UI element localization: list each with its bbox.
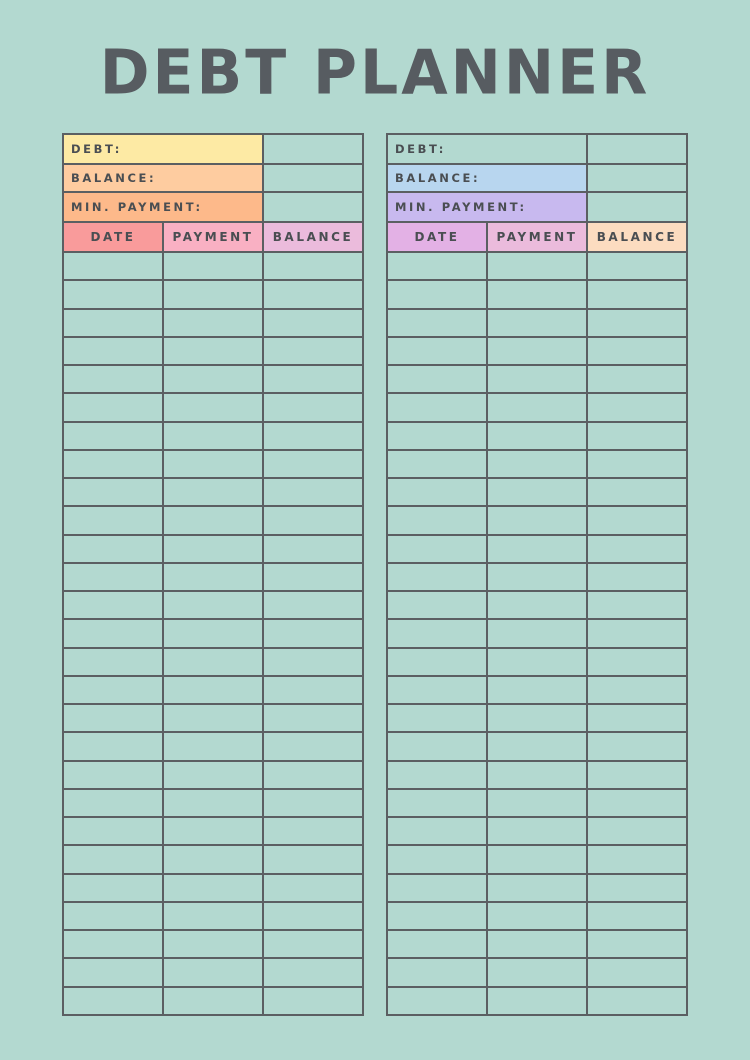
table-row [386,336,686,366]
payment-cell[interactable] [486,590,588,620]
date-cell[interactable] [386,873,488,903]
min-payment-value-field[interactable] [586,191,688,223]
table-row [62,647,362,677]
payment-cell[interactable] [162,562,264,592]
payment-cell[interactable] [162,703,264,733]
payment-cell[interactable] [486,986,588,1016]
debt-planner-left [62,133,362,1012]
payment-cell[interactable] [486,760,588,790]
date-cell[interactable] [386,392,488,423]
balance-value-field[interactable] [586,163,688,193]
table-row [62,364,362,394]
payment-cell[interactable] [486,816,588,846]
balance-cell[interactable] [262,421,364,451]
table-row [386,477,686,507]
debt-planner-right [386,133,686,1012]
date-cell[interactable] [386,986,488,1016]
date-cell[interactable] [62,760,164,790]
date-cell[interactable] [62,703,164,733]
payment-cell[interactable] [162,760,264,790]
payment-cell[interactable] [486,618,588,649]
date-cell[interactable] [62,477,164,507]
payment-cell[interactable] [162,421,264,451]
table-row [386,505,686,535]
table-row [62,590,362,620]
date-cell[interactable] [386,308,488,338]
balance-cell[interactable] [262,647,364,677]
date-cell[interactable] [62,251,164,281]
table-row [386,844,686,874]
table-row [386,308,686,338]
column-header-balance: BALANCE [586,221,688,253]
table-row [62,534,362,564]
date-cell[interactable] [62,844,164,875]
balance-cell[interactable] [262,788,364,818]
balance-cell[interactable] [586,279,688,310]
date-cell[interactable] [386,957,488,988]
date-cell[interactable] [62,392,164,423]
balance-cell[interactable] [586,618,688,649]
date-cell[interactable] [62,279,164,310]
balance-cell[interactable] [262,477,364,507]
payment-cell[interactable] [162,336,264,366]
table-row [62,308,362,338]
date-cell[interactable] [386,477,488,507]
payment-cell[interactable] [486,873,588,903]
balance-cell[interactable] [586,505,688,536]
balance-cell[interactable] [262,279,364,310]
payment-cell[interactable] [486,279,588,310]
table-row [62,844,362,874]
date-cell[interactable] [62,873,164,903]
date-cell[interactable] [62,618,164,649]
date-cell[interactable] [386,675,488,705]
payment-cell[interactable] [486,788,588,818]
balance-label: BALANCE: [62,163,264,193]
date-cell[interactable] [62,675,164,705]
balance-cell[interactable] [586,534,688,564]
date-cell[interactable] [62,788,164,818]
payment-cell[interactable] [486,477,588,507]
table-row [386,251,686,281]
payment-cell[interactable] [486,505,588,536]
payment-cell[interactable] [486,534,588,564]
balance-cell[interactable] [586,647,688,677]
table-row [386,873,686,903]
table-row [386,647,686,677]
payment-cell[interactable] [162,957,264,988]
balance-cell[interactable] [262,618,364,649]
date-cell[interactable] [62,986,164,1016]
balance-cell[interactable] [262,336,364,366]
column-header-payment: PAYMENT [162,221,264,253]
balance-cell[interactable] [262,505,364,536]
table-row [62,675,362,705]
date-cell[interactable] [386,647,488,677]
table-row [62,336,362,366]
date-cell[interactable] [62,308,164,338]
column-header-balance: BALANCE [262,221,364,253]
date-cell[interactable] [62,957,164,988]
balance-cell[interactable] [586,364,688,394]
table-row [386,901,686,931]
table-row [386,703,686,733]
date-cell[interactable] [386,279,488,310]
balance-cell[interactable] [262,844,364,875]
table-row [62,703,362,733]
payment-cell[interactable] [162,364,264,394]
payment-cell[interactable] [162,590,264,620]
date-cell[interactable] [386,788,488,818]
table-row [62,618,362,648]
balance-cell[interactable] [262,364,364,394]
date-cell[interactable] [386,421,488,451]
payment-cell[interactable] [162,251,264,281]
balance-cell[interactable] [586,421,688,451]
balance-cell[interactable] [586,590,688,620]
date-cell[interactable] [386,703,488,733]
balance-cell[interactable] [586,392,688,423]
date-cell[interactable] [386,844,488,875]
table-row [62,986,362,1016]
balance-cell[interactable] [262,986,364,1016]
balance-cell[interactable] [586,957,688,988]
table-row [62,449,362,479]
payment-cell[interactable] [162,731,264,762]
payment-cell[interactable] [162,647,264,677]
date-cell[interactable] [386,760,488,790]
table-row [386,534,686,564]
table-row [386,562,686,592]
payment-cell[interactable] [162,901,264,931]
payment-cell[interactable] [486,392,588,423]
date-cell[interactable] [386,816,488,846]
table-row [62,788,362,818]
balance-cell[interactable] [586,251,688,281]
table-row [386,364,686,394]
payment-cell[interactable] [486,703,588,733]
balance-cell[interactable] [586,449,688,479]
payment-cell[interactable] [486,336,588,366]
debt-value-field[interactable] [586,133,688,165]
table-row [386,279,686,309]
balance-cell[interactable] [262,873,364,903]
date-cell[interactable] [62,562,164,592]
table-row [62,421,362,451]
payment-cell[interactable] [162,986,264,1016]
table-row [386,590,686,620]
table-row [62,477,362,507]
payment-cell[interactable] [162,477,264,507]
payment-cell[interactable] [162,844,264,875]
payment-cell[interactable] [486,647,588,677]
balance-cell[interactable] [262,590,364,620]
page-title: DEBT PLANNER [99,37,651,109]
column-header-payment: PAYMENT [486,221,588,253]
column-header-date: DATE [386,221,488,253]
table-row [386,986,686,1016]
payment-cell[interactable] [162,505,264,536]
table-row [386,618,686,648]
min-payment-value-field[interactable] [262,191,364,223]
table-row [62,901,362,931]
date-cell[interactable] [62,731,164,762]
balance-cell[interactable] [262,760,364,790]
balance-cell[interactable] [262,251,364,281]
balance-cell[interactable] [262,534,364,564]
balance-cell[interactable] [586,731,688,762]
table-row [386,392,686,422]
balance-cell[interactable] [262,929,364,959]
debt-label: DEBT: [386,133,588,165]
balance-cell[interactable] [586,308,688,338]
table-row [386,816,686,846]
balance-cell[interactable] [262,703,364,733]
balance-cell[interactable] [262,816,364,846]
date-cell[interactable] [386,618,488,649]
date-cell[interactable] [62,816,164,846]
date-cell[interactable] [62,449,164,479]
table-row [62,760,362,790]
date-cell[interactable] [386,901,488,931]
date-cell[interactable] [386,562,488,592]
debt-label: DEBT: [62,133,264,165]
table-row [62,929,362,959]
date-cell[interactable] [386,590,488,620]
balance-cell[interactable] [586,929,688,959]
date-cell[interactable] [386,534,488,564]
payment-cell[interactable] [486,421,588,451]
date-cell[interactable] [62,505,164,536]
payment-cell[interactable] [162,788,264,818]
balance-cell[interactable] [586,844,688,875]
balance-cell[interactable] [262,957,364,988]
balance-label: BALANCE: [386,163,588,193]
payment-cell[interactable] [162,308,264,338]
date-cell[interactable] [62,647,164,677]
balance-cell[interactable] [586,703,688,733]
balance-cell[interactable] [586,816,688,846]
payment-cell[interactable] [486,308,588,338]
payment-cell[interactable] [486,957,588,988]
date-cell[interactable] [62,901,164,931]
date-cell[interactable] [386,364,488,394]
payment-cell[interactable] [162,873,264,903]
min-payment-label: MIN. PAYMENT: [386,191,588,223]
balance-cell[interactable] [262,562,364,592]
balance-cell[interactable] [586,873,688,903]
min-payment-label: MIN. PAYMENT: [62,191,264,223]
date-cell[interactable] [386,731,488,762]
payment-cell[interactable] [162,534,264,564]
balance-value-field[interactable] [262,163,364,193]
payment-cell[interactable] [486,364,588,394]
table-row [386,421,686,451]
balance-cell[interactable] [262,675,364,705]
table-row [62,957,362,987]
table-row [62,279,362,309]
column-header-date: DATE [62,221,164,253]
payment-cell[interactable] [486,562,588,592]
table-row [386,957,686,987]
table-row [62,873,362,903]
balance-cell[interactable] [586,675,688,705]
payment-cell[interactable] [162,449,264,479]
payment-cell[interactable] [486,731,588,762]
table-row [62,562,362,592]
payment-cell[interactable] [486,901,588,931]
payment-cell[interactable] [486,675,588,705]
payment-cell[interactable] [162,618,264,649]
table-row [386,675,686,705]
balance-cell[interactable] [586,788,688,818]
payment-cell[interactable] [162,816,264,846]
table-row [386,760,686,790]
balance-cell[interactable] [262,901,364,931]
payment-cell[interactable] [486,844,588,875]
date-cell[interactable] [62,534,164,564]
balance-cell[interactable] [262,449,364,479]
table-row [62,731,362,761]
balance-cell[interactable] [586,760,688,790]
table-row [386,788,686,818]
payment-cell[interactable] [162,929,264,959]
date-cell[interactable] [62,590,164,620]
balance-cell[interactable] [586,477,688,507]
table-row [386,449,686,479]
payment-cell[interactable] [486,449,588,479]
payment-cell[interactable] [486,929,588,959]
balance-cell[interactable] [586,336,688,366]
balance-cell[interactable] [586,901,688,931]
table-row [62,251,362,281]
balance-cell[interactable] [262,308,364,338]
table-row [62,505,362,535]
payment-cell[interactable] [486,251,588,281]
date-cell[interactable] [62,421,164,451]
payment-cell[interactable] [162,675,264,705]
payment-cell[interactable] [162,279,264,310]
date-cell[interactable] [386,336,488,366]
table-row [62,816,362,846]
date-cell[interactable] [62,364,164,394]
balance-cell[interactable] [586,986,688,1016]
table-row [386,929,686,959]
debt-value-field[interactable] [262,133,364,165]
date-cell[interactable] [386,449,488,479]
balance-cell[interactable] [586,562,688,592]
payment-cell[interactable] [162,392,264,423]
balance-cell[interactable] [262,731,364,762]
table-row [62,392,362,422]
balance-cell[interactable] [262,392,364,423]
date-cell[interactable] [386,929,488,959]
date-cell[interactable] [62,336,164,366]
table-row [386,731,686,761]
date-cell[interactable] [386,505,488,536]
date-cell[interactable] [386,251,488,281]
date-cell[interactable] [62,929,164,959]
